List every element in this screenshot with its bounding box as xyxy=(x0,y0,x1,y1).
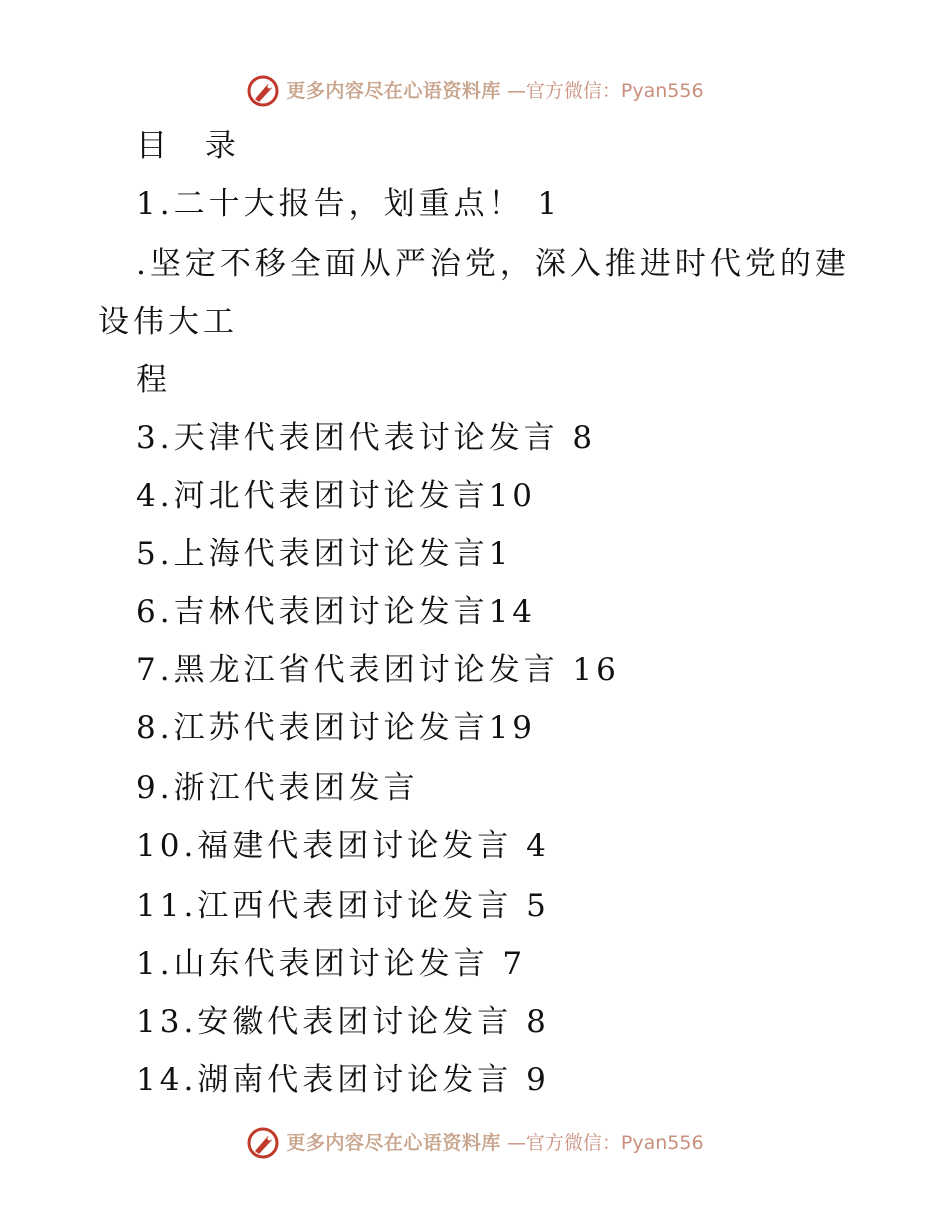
watermark-brand-text: 更多内容尽在心语资料库 xyxy=(286,80,501,102)
watermark-contact-text: —官方微信：Pyan556 xyxy=(506,1132,704,1154)
toc-title: 目 录 xyxy=(136,128,250,164)
toc-entry: 7.黑龙江省代表团讨论发言 16 xyxy=(136,652,620,688)
toc-entry: 14.湖南代表团讨论发言 9 xyxy=(136,1062,550,1098)
watermark-contact-text: —官方微信：Pyan556 xyxy=(506,80,704,102)
pen-nib-logo-icon xyxy=(246,74,280,108)
pen-nib-logo-icon xyxy=(246,1126,280,1160)
watermark-brand-text: 更多内容尽在心语资料库 xyxy=(286,1132,501,1154)
toc-entry: 4.河北代表团讨论发言10 xyxy=(136,478,537,514)
toc-entry: 9.浙江代表团发言 xyxy=(136,770,419,806)
toc-entry: 设伟大工 xyxy=(98,304,238,340)
toc-entry: 6.吉林代表团讨论发言14 xyxy=(136,594,537,630)
toc-entry: 8.江苏代表团讨论发言19 xyxy=(136,710,537,746)
toc-entry: 11.江西代表团讨论发言 5 xyxy=(136,888,550,924)
toc-entry: 1.二十大报告，划重点！ 1 xyxy=(136,186,562,222)
toc-entry: 3.天津代表团代表讨论发言 8 xyxy=(136,420,597,456)
watermark-header xyxy=(0,74,950,108)
toc-entry: 5.上海代表团讨论发言1 xyxy=(136,536,513,572)
toc-entry: 1.山东代表团讨论发言 7 xyxy=(136,946,527,982)
toc-entry: 程 xyxy=(136,362,171,398)
toc-entry: 13.安徽代表团讨论发言 8 xyxy=(136,1004,550,1040)
toc-entry: .坚定不移全面从严治党，深入推进时代党的建 xyxy=(136,246,850,282)
watermark-footer xyxy=(0,1126,950,1160)
toc-entry: 10.福建代表团讨论发言 4 xyxy=(136,828,550,864)
